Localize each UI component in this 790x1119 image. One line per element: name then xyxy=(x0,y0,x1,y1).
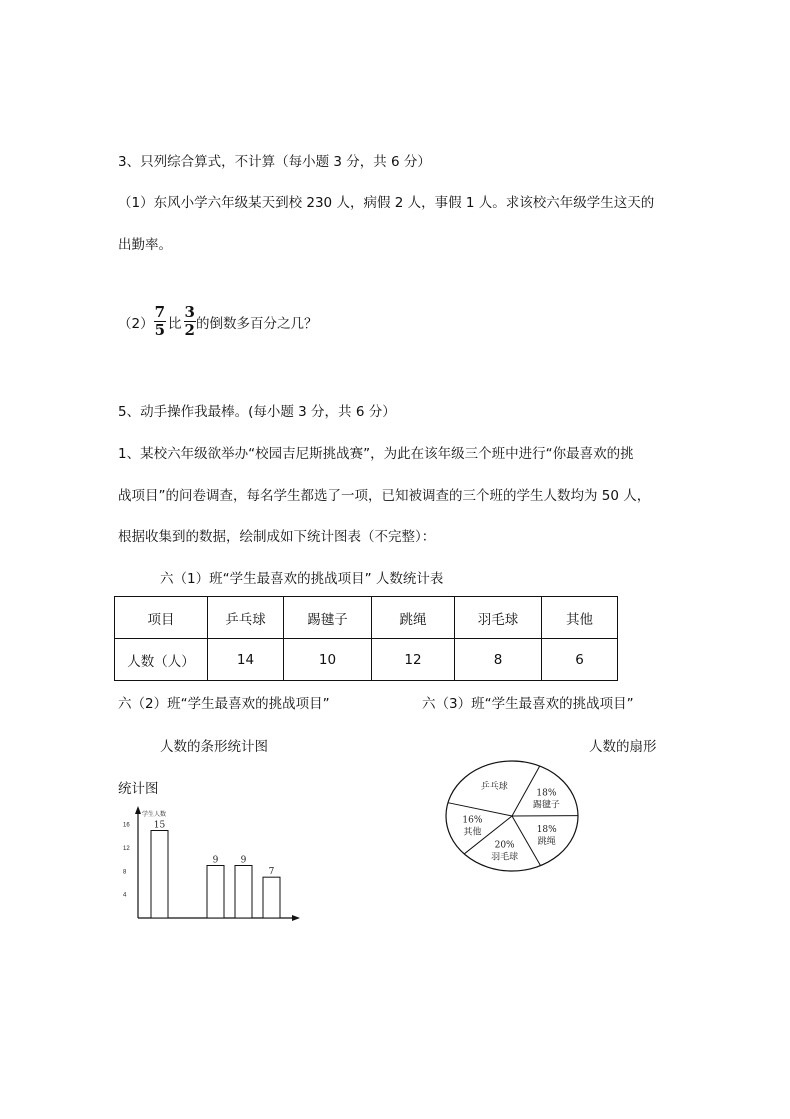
pie-percent-label: 20% xyxy=(494,840,515,851)
table-header-cell: 踢毽子 xyxy=(284,597,372,639)
y-tick-label: 8 xyxy=(123,869,127,876)
q5-p-line1: 1、某校六年级欲举办“校园吉尼斯挑战赛”，为此在该年级三个班中进行“你最喜欢的挑 xyxy=(118,446,634,462)
stats-table xyxy=(114,596,618,681)
bar-chart-title-line3: 统计图 xyxy=(118,781,159,797)
pie-chart xyxy=(440,758,585,878)
pie-slice-label: 羽毛球 xyxy=(491,852,519,863)
table-cell: 12 xyxy=(372,639,455,681)
table-cell: 8 xyxy=(455,639,542,681)
fraction-3-2 xyxy=(184,304,196,339)
table-header-cell: 羽毛球 xyxy=(455,597,542,639)
bar-chart-title-line1: 六（2）班“学生最喜欢的挑战项目” xyxy=(118,696,330,712)
table-row xyxy=(115,639,618,681)
pie-percent-label: 18% xyxy=(536,788,557,799)
q3-p2-prefix: （2） xyxy=(118,315,154,332)
table-header-row xyxy=(115,597,618,639)
fraction-denominator: 5 xyxy=(154,321,166,339)
bar-chart-title-line2: 人数的条形统计图 xyxy=(160,739,268,755)
table-caption: 六（1）班“学生最喜欢的挑战项目” 人数统计表 xyxy=(160,571,444,587)
y-tick-label: 16 xyxy=(123,822,130,829)
bar xyxy=(151,831,168,919)
fraction-numerator: 3 xyxy=(184,303,195,321)
bar-value-label: 9 xyxy=(212,855,219,866)
table-cell: 14 xyxy=(208,639,284,681)
pie-slice-label: 其他 xyxy=(463,827,482,838)
bar-value-label: 15 xyxy=(153,820,166,831)
bar-value-label: 7 xyxy=(268,867,275,878)
pie-chart-title-line2: 人数的扇形 xyxy=(589,739,657,755)
q3-p2-suffix: 的倒数多百分之几？ xyxy=(195,315,318,332)
y-tick-label: 12 xyxy=(123,846,130,852)
pie-slice-label: 乒乓球 xyxy=(480,782,508,793)
table-header-cell: 其他 xyxy=(542,597,618,639)
table-cell: 10 xyxy=(284,639,372,681)
y-axis-label: 学生人数 xyxy=(142,812,167,818)
fraction-numerator: 7 xyxy=(154,303,166,321)
pie-chart-title-line1: 六（3）班“学生最喜欢的挑战项目” xyxy=(422,696,634,712)
bar-value-label: 9 xyxy=(240,855,247,866)
q5-heading: 5、动手操作我最棒。(每小题 3 分，共 6 分） xyxy=(118,404,396,420)
y-axis-arrow xyxy=(135,806,141,814)
q3-p1-line1: （1）东风小学六年级某天到校 230 人，病假 2 人，事假 1 人。求该校六年级学生这天的 xyxy=(118,195,655,211)
q3-p2-mid: 比 xyxy=(168,315,182,332)
q3-heading: 3、只列综合算式，不计算（每小题 3 分，共 6 分） xyxy=(118,154,431,170)
q3-p1-line2: 出勤率。 xyxy=(118,237,172,253)
table-header-cell: 跳绳 xyxy=(372,597,455,639)
bar xyxy=(207,866,224,919)
table-cell: 人数（人） xyxy=(115,639,208,681)
table-header-cell: 乒乓球 xyxy=(208,597,284,639)
fraction-7-5 xyxy=(154,304,166,339)
table-cell: 6 xyxy=(542,639,618,681)
pie-slice-label: 踢毽子 xyxy=(532,800,560,811)
bar-chart xyxy=(110,805,310,930)
y-tick-label: 4 xyxy=(123,892,127,899)
bar xyxy=(235,866,252,919)
bar xyxy=(263,877,280,918)
pie-percent-label: 18% xyxy=(536,825,557,836)
fraction-denominator: 2 xyxy=(184,321,195,339)
q3-p2 xyxy=(118,304,317,339)
x-axis-arrow xyxy=(292,915,300,921)
q5-p-line2: 战项目”的问卷调查，每名学生都选了一项，已知被调查的三个班的学生人数均为 50 人， xyxy=(118,488,651,504)
pie-slice-label: 跳绳 xyxy=(537,837,556,848)
pie-percent-label: 16% xyxy=(462,815,483,826)
table-header-cell: 项目 xyxy=(115,597,208,639)
q5-p-line3: 根据收集到的数据，绘制成如下统计图表（不完整）： xyxy=(118,529,436,545)
